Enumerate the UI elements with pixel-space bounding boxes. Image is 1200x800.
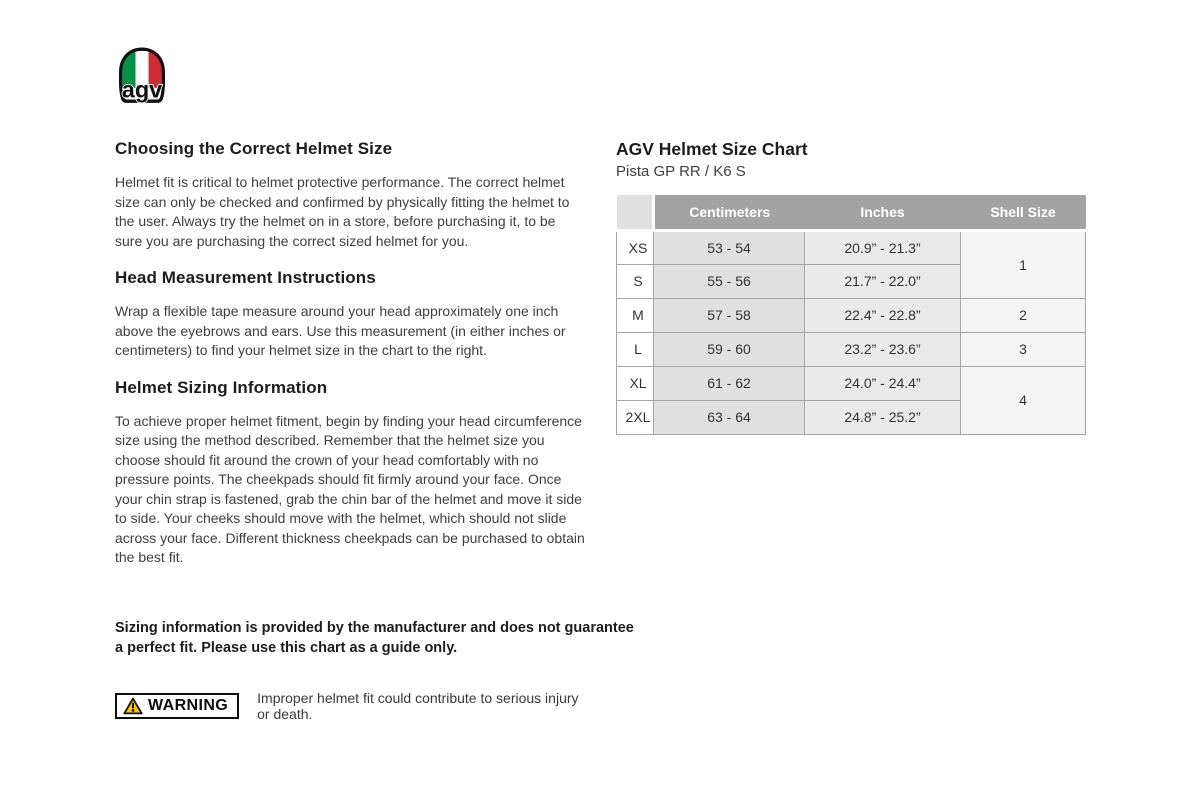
- agv-helmet-icon: [114, 46, 170, 110]
- shell-cell: 1: [961, 230, 1086, 298]
- table-header-row: [617, 195, 1086, 230]
- shell-cell: 2: [961, 298, 1086, 332]
- cm-cell: 55 - 56: [654, 264, 805, 298]
- shell-cell: 4: [961, 366, 1086, 434]
- section-heading: Head Measurement Instructions: [115, 268, 376, 287]
- size-cell: XS: [617, 230, 654, 264]
- warning-text: Improper helmet fit could contribute to serious injury or death.: [257, 689, 579, 722]
- inches-cell: 21.7” - 22.0”: [805, 264, 961, 298]
- cm-cell: 63 - 64: [654, 400, 805, 434]
- warning-row: [115, 690, 585, 722]
- table-header-inches: Inches: [805, 195, 961, 230]
- size-cell: XL: [617, 366, 654, 400]
- agv-logo-text: agv: [121, 76, 163, 103]
- agv-logo: [114, 46, 170, 110]
- section-heading: Helmet Sizing Information: [115, 377, 328, 397]
- table-header-shell-size: Shell Size: [961, 195, 1086, 230]
- size-cell: S: [617, 264, 654, 298]
- table-header-blank: [617, 195, 654, 230]
- inches-cell: 22.4” - 22.8”: [805, 298, 961, 332]
- shell-cell: 3: [961, 332, 1086, 366]
- section-body: Helmet fit is critical to helmet protective performance. The correct helmet size can only be checked and confirmed by physically fitting the helmet to the user. Always try the helmet on in a store, before purchasing it, to be sure you are purchasing the correct sized helmet for you.: [115, 174, 570, 249]
- section-choosing-size: [115, 139, 585, 251]
- warning-triangle-icon: [123, 697, 143, 715]
- info-column: [115, 139, 634, 722]
- size-chart-subtitle: Pista GP RR / K6 S: [616, 163, 746, 180]
- table-row-xs: [617, 230, 1086, 264]
- size-chart-table: [616, 195, 1086, 435]
- section-body: To achieve proper helmet fitment, begin by finding your head circumference size using the method described. Remember that the helmet size you choose should fit around the crown of your head comfortably with no pressure points. The cheekpads should fit firmly around your face. Once your chin strap is fastened, grab the chin bar of the helmet and move it side to side. Your cheeks should move with the helmet, which should not slide across your face. Different thickness cheekpads can be purchased to obtain the best fit.: [115, 412, 585, 565]
- table-header-centimeters: Centimeters: [654, 195, 805, 230]
- cm-cell: 57 - 58: [654, 298, 805, 332]
- cm-cell: 53 - 54: [654, 230, 805, 264]
- table-row-xl: [617, 366, 1086, 400]
- section-sizing-information: [115, 378, 585, 568]
- section-body: Wrap a flexible tape measure around your head approximately one inch above the eyebrows and ears. Use this measurement (in either inches or centimeters) to find your helmet size in the chart to the right.: [115, 303, 566, 358]
- table-row-m: [617, 298, 1086, 332]
- warning-badge: [115, 693, 239, 719]
- size-chart-column: [616, 139, 1086, 435]
- cm-cell: 59 - 60: [654, 332, 805, 366]
- size-cell: L: [617, 332, 654, 366]
- cm-cell: 61 - 62: [654, 366, 805, 400]
- inches-cell: 23.2” - 23.6”: [805, 332, 961, 366]
- table-row-l: [617, 332, 1086, 366]
- warning-badge-label: WARNING: [148, 696, 229, 714]
- inches-cell: 24.0” - 24.4”: [805, 366, 961, 400]
- inches-cell: 20.9” - 21.3”: [805, 230, 961, 264]
- size-cell: M: [617, 298, 654, 332]
- size-cell: 2XL: [617, 400, 654, 434]
- section-heading: Choosing the Correct Helmet Size: [115, 139, 393, 158]
- section-head-measurement: [115, 268, 585, 361]
- disclaimer-text: Sizing information is provided by the manufacturer and does not guarantee a perfect fit. Please use this chart as a guide only.: [115, 619, 634, 656]
- size-chart-title: AGV Helmet Size Chart: [616, 139, 808, 159]
- inches-cell: 24.8” - 25.2”: [805, 400, 961, 434]
